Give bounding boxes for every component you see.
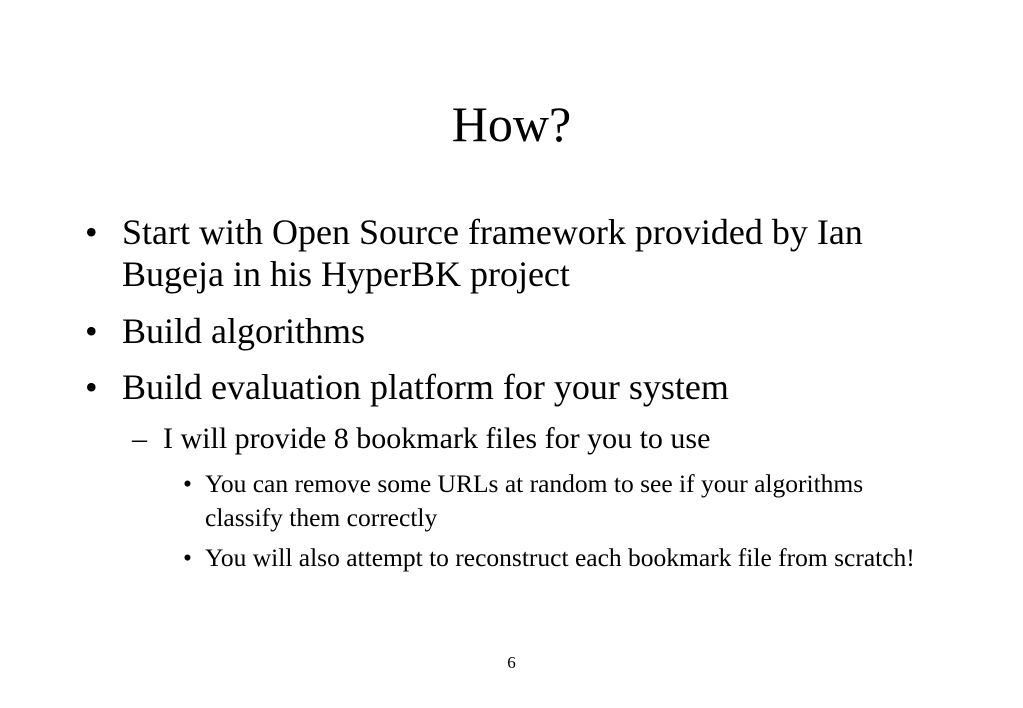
dash-icon: – — [132, 422, 147, 455]
page-number: 6 — [507, 653, 516, 672]
sub-sub-bullet-text: You can remove some URLs at random to see if your algorithms classify them correctly — [205, 469, 864, 532]
bullet-icon: • — [183, 543, 192, 572]
bullet-item — [85, 310, 945, 352]
sub-sub-bullet-item — [183, 541, 923, 575]
bullet-icon: • — [183, 469, 192, 498]
bullet-text: Build evaluation platform for your system — [122, 367, 729, 407]
bullet-item — [85, 366, 945, 408]
bullet-text: Start with Open Source framework provided by Ian Bugeja in his HyperBK project — [122, 212, 863, 294]
bullet-text: Build algorithms — [122, 311, 365, 351]
sub-sub-bullet-text: You will also attempt to reconstruct each bookmark file from scratch! — [205, 543, 915, 572]
sub-sub-bullet-item — [183, 467, 923, 535]
slide-title: How? — [451, 96, 572, 152]
bullet-item — [85, 211, 945, 295]
sub-bullet-text: I will provide 8 bookmark files for you to use — [163, 422, 711, 455]
bullet-icon: • — [85, 367, 98, 407]
bullet-icon: • — [85, 311, 98, 351]
bullet-icon: • — [85, 212, 98, 252]
sub-bullet-item — [132, 421, 932, 457]
